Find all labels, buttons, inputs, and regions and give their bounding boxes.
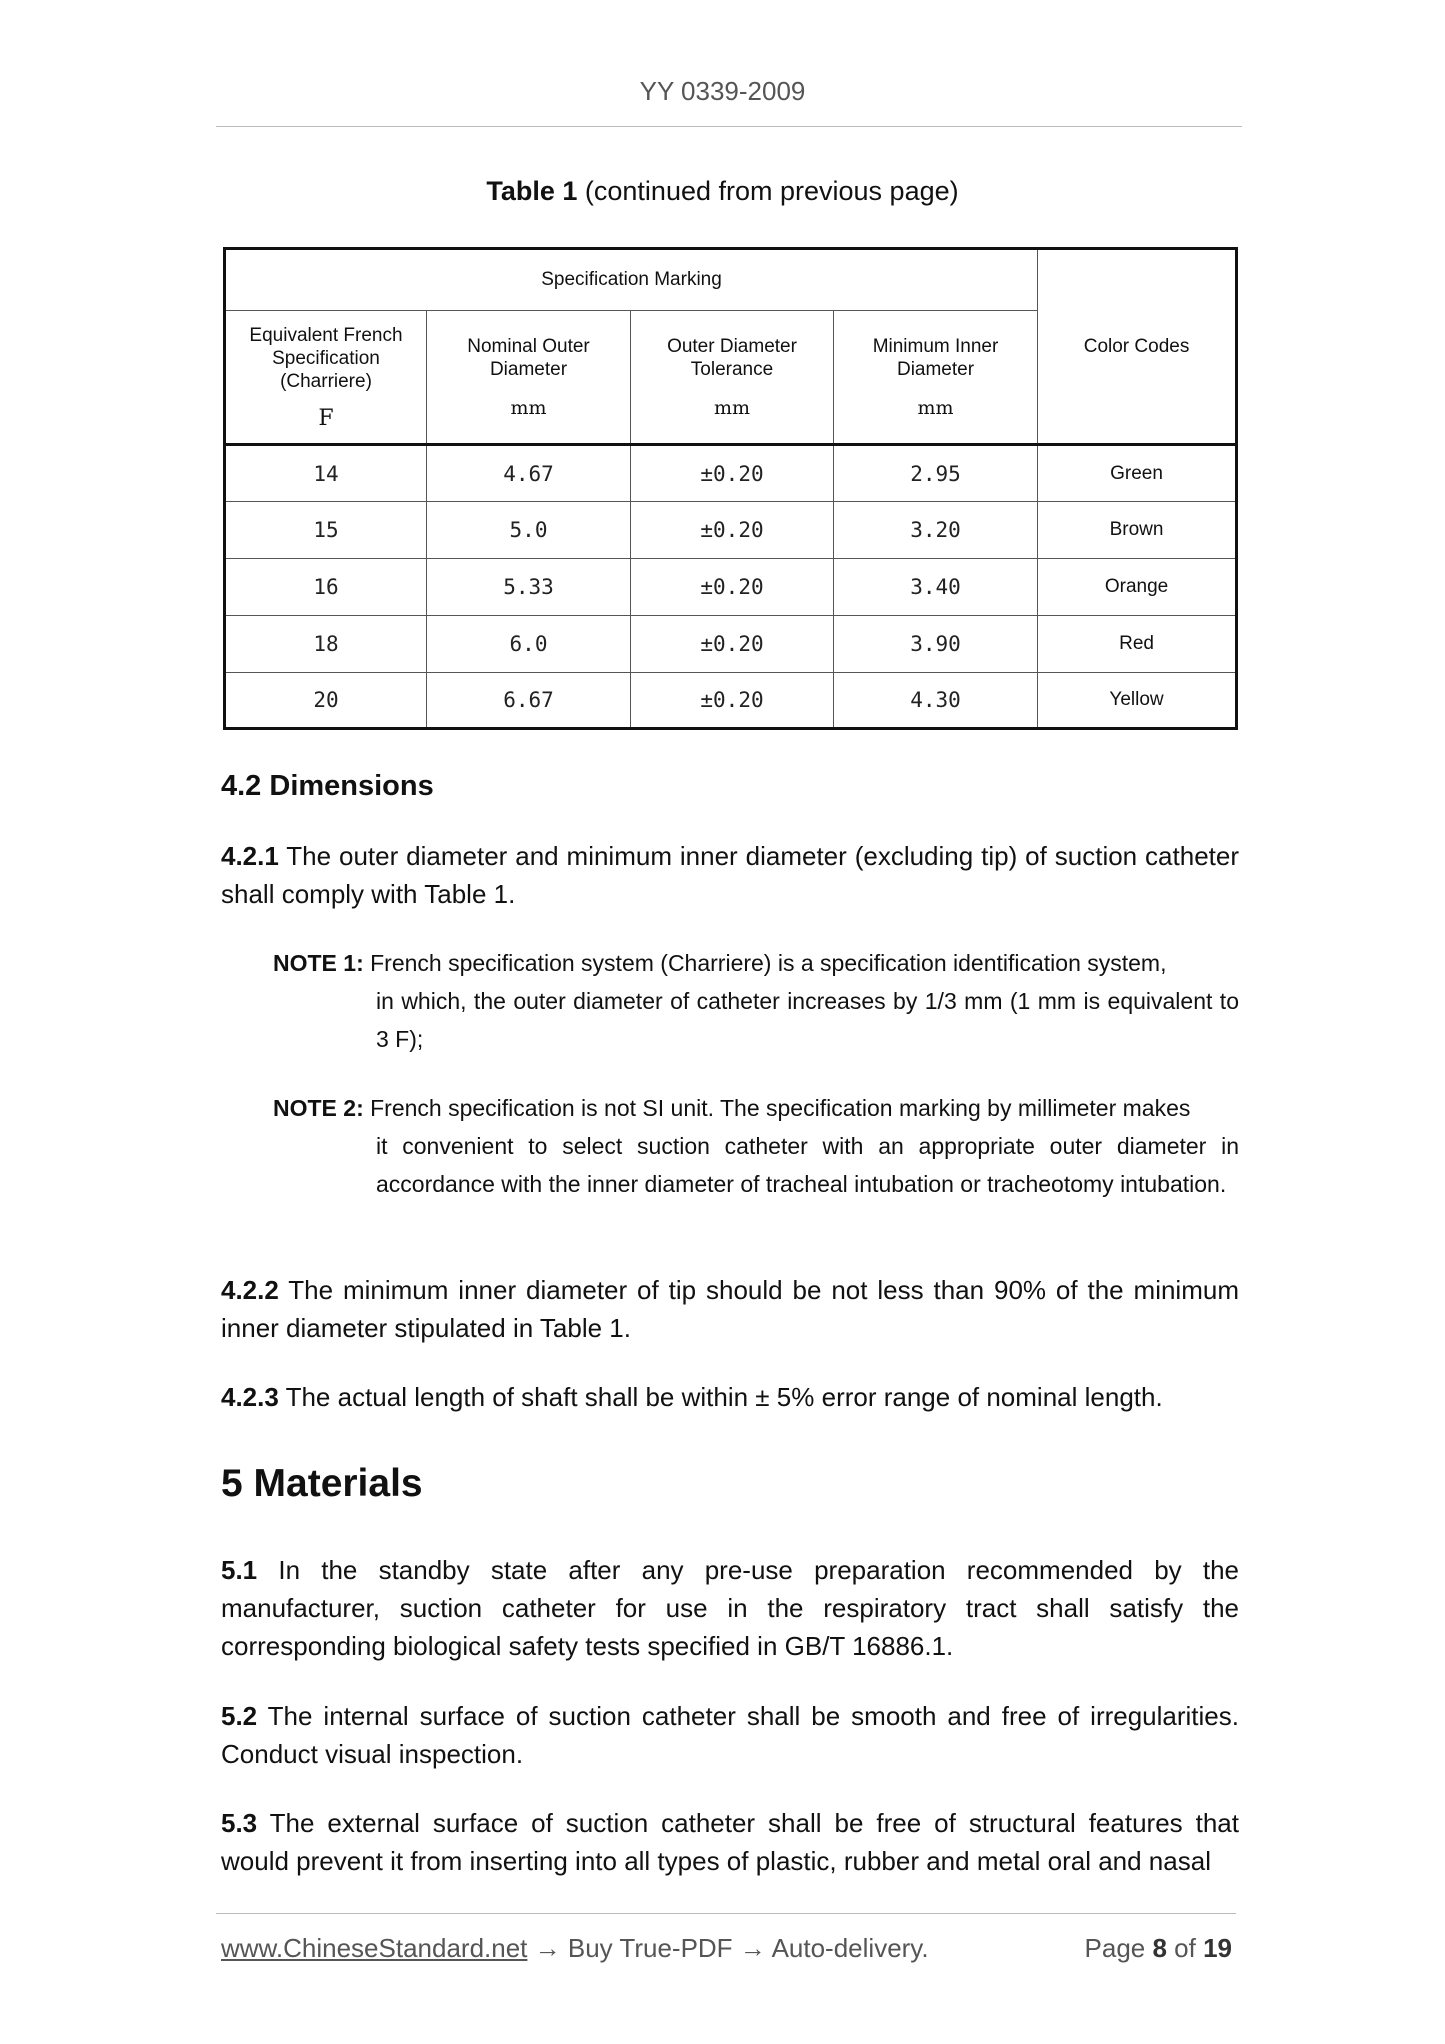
note-text-first: French specification is not SI unit. The specification marking by millimeter makes <box>363 1095 1191 1121</box>
french-spec-unit: F <box>318 406 334 431</box>
clause-text: The outer diameter and minimum inner diameter (excluding tip) of suction catheter shall comply with Table 1. <box>221 841 1239 909</box>
outer-diameter-tolerance-header <box>631 311 834 445</box>
table-row <box>225 445 1237 502</box>
note-label: NOTE 1: <box>273 950 364 976</box>
section-heading-5: 5 Materials <box>221 1462 423 1505</box>
table-caption <box>0 176 1445 207</box>
clause-text: The internal surface of suction catheter shall be smooth and free of irregularities. Conduct visual inspection. <box>221 1701 1239 1769</box>
table-cell: 16 <box>225 559 427 616</box>
specification-marking-header: Specification Marking <box>225 249 1038 311</box>
clause-number: 4.2.1 <box>221 841 279 871</box>
nominal-outer-diameter-unit: mm <box>510 396 547 419</box>
table-cell: 6.67 <box>427 673 631 729</box>
nominal-outer-diameter-header <box>427 311 631 445</box>
french-spec-header <box>225 311 427 445</box>
table-cell: Orange <box>1038 559 1237 616</box>
table-cell: 3.40 <box>834 559 1038 616</box>
clause-5-2 <box>221 1697 1239 1773</box>
clause-4-2-3 <box>221 1378 1239 1416</box>
clause-number: 4.2.2 <box>221 1275 279 1305</box>
outer-diameter-tolerance-unit: mm <box>713 396 751 419</box>
note-1 <box>273 944 1239 1058</box>
clause-4-2-1 <box>221 837 1239 913</box>
clause-text: The external surface of suction catheter shall be free of structural features that would prevent it from inserting into all types of plastic, rubber and metal oral and nasal <box>221 1808 1239 1876</box>
clause-4-2-2 <box>221 1271 1239 1347</box>
table-cell: 5.0 <box>427 502 631 559</box>
minimum-inner-diameter-unit: mm <box>917 396 954 419</box>
table-cell: 4.67 <box>427 445 631 502</box>
total-pages: 19 <box>1203 1933 1232 1963</box>
website-link[interactable]: www.ChineseStandard.net <box>221 1933 528 1963</box>
document-code-header: YY 0339-2009 <box>639 76 806 106</box>
table-cell: ±0.20 <box>631 616 834 673</box>
table-row <box>225 616 1237 673</box>
note-text-continued: in which, the outer diameter of catheter increases by 1/3 mm (1 mm is equivalent to 3 F); <box>376 988 1239 1052</box>
clause-number: 5.2 <box>221 1701 258 1731</box>
outer-diameter-tolerance-label: Outer Diameter Tolerance <box>667 335 797 380</box>
page-number <box>1085 1933 1232 1964</box>
of-word: of <box>1166 1933 1204 1963</box>
clause-number: 4.2.3 <box>221 1382 279 1412</box>
specification-table <box>223 247 1238 730</box>
header-divider <box>216 126 1242 127</box>
clause-number: 5.1 <box>221 1555 258 1585</box>
note-label: NOTE 2: <box>273 1095 364 1121</box>
table-cell: 15 <box>225 502 427 559</box>
table-cell: 3.90 <box>834 616 1038 673</box>
table-cell: 18 <box>225 616 427 673</box>
table-group-header-row <box>225 249 1237 311</box>
table-cell: 4.30 <box>834 673 1038 729</box>
table-cell: ±0.20 <box>631 559 834 616</box>
minimum-inner-diameter-header <box>834 311 1038 445</box>
clause-5-1 <box>221 1551 1239 1665</box>
note-text-continued: it convenient to select suction catheter with an appropriate outer diameter in accordance with the inner diameter of tracheal intubation or tracheotomy intubation. <box>376 1133 1239 1197</box>
table-cell: ±0.20 <box>631 445 834 502</box>
footer-divider <box>216 1913 1236 1914</box>
section-heading-4-2: 4.2 Dimensions <box>221 770 434 802</box>
clause-text: The minimum inner diameter of tip should be not less than 90% of the minimum inner diameter stipulated in Table 1. <box>221 1275 1239 1343</box>
table-cell: 2.95 <box>834 445 1038 502</box>
table-cell: Yellow <box>1038 673 1237 729</box>
minimum-inner-diameter-label: Minimum Inner Diameter <box>872 335 999 380</box>
french-spec-header-label: Equivalent French Specification (Charriere) <box>249 325 403 392</box>
table-cell: 5.33 <box>427 559 631 616</box>
clause-text: The actual length of shaft shall be within ± 5% error range of nominal length. <box>278 1382 1163 1412</box>
table-cell: ±0.20 <box>631 673 834 729</box>
table-row <box>225 673 1237 729</box>
table-cell: 20 <box>225 673 427 729</box>
table-cell: Brown <box>1038 502 1237 559</box>
table-cell: Red <box>1038 616 1237 673</box>
current-page: 8 <box>1152 1933 1167 1963</box>
clause-text: In the standby state after any pre-use preparation recommended by the manufacturer, suction catheter for use in the respiratory tract shall satisfy the corresponding biological safety tests specified in GB/T 16886.1. <box>221 1555 1239 1661</box>
table-caption-number: Table 1 <box>486 176 578 206</box>
table-cell: 14 <box>225 445 427 502</box>
note-2 <box>273 1089 1239 1203</box>
nominal-outer-diameter-label: Nominal Outer Diameter <box>467 335 590 380</box>
footer-promo-text: → Buy True-PDF → Auto-delivery. <box>527 1933 929 1963</box>
table-cell: ±0.20 <box>631 502 834 559</box>
page-word: Page <box>1084 1933 1153 1963</box>
table-row <box>225 559 1237 616</box>
table-caption-text: (continued from previous page) <box>577 176 959 206</box>
clause-5-3 <box>221 1804 1239 1880</box>
table-cell: 6.0 <box>427 616 631 673</box>
table-cell: 3.20 <box>834 502 1038 559</box>
table-cell: Green <box>1038 445 1237 502</box>
table-row <box>225 502 1237 559</box>
note-text-first: French specification system (Charriere) is a specification identification system, <box>363 950 1167 976</box>
clause-number: 5.3 <box>221 1808 258 1838</box>
footer-promo <box>221 1933 929 1964</box>
color-codes-header: Color Codes <box>1038 249 1237 445</box>
